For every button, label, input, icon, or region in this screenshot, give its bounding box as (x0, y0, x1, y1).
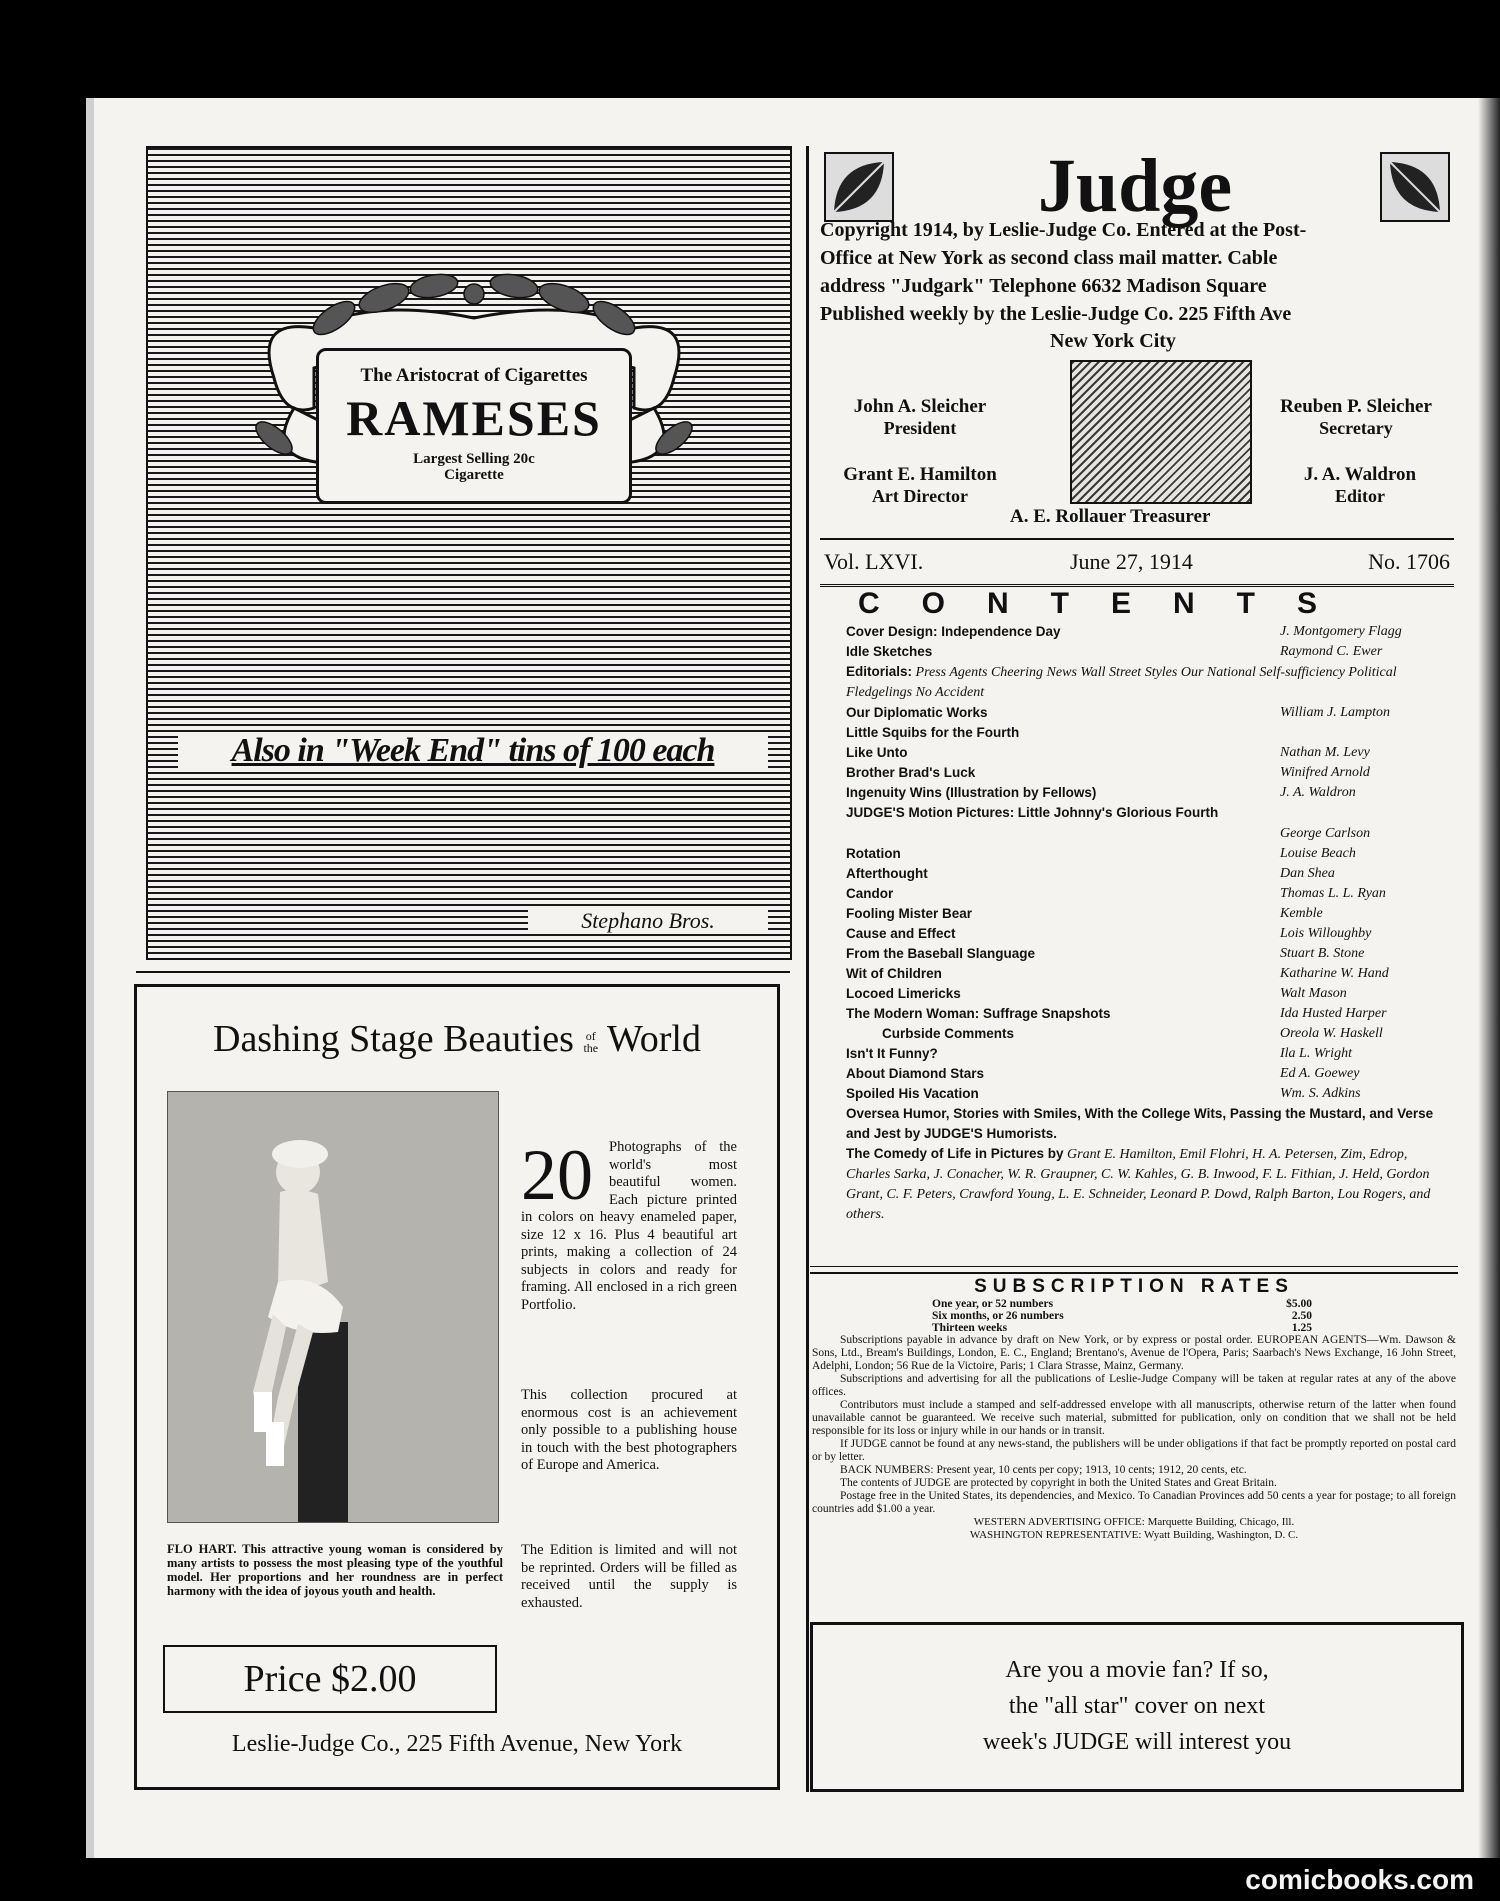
rameses-also-text: Also in "Week End" tins of 100 each (178, 732, 768, 770)
contents-title: Candor (846, 886, 894, 901)
list-item (846, 622, 1450, 642)
masthead-line-1: Copyright 1914, by Leslie-Judge Co. Entered at the Post- (820, 219, 1307, 241)
beauties-description-text: Photographs of the world's most beautiful women. Each picture printed in colors on heavy enameled paper, size 12 x 16. Plus 4 beautiful art prints, making a collection of 24 subjects in colors and ready for framing. All enclosed in a rich green Portfolio. (521, 1139, 737, 1313)
list-item (846, 924, 1450, 944)
issue-volume: Vol. LXVI. (824, 549, 924, 574)
list-item (846, 743, 1450, 763)
issue-date: June 27, 1914 (1070, 549, 1193, 574)
contents-author: Dan Shea (1280, 866, 1335, 881)
beauties-title-end: World (606, 1018, 701, 1060)
masthead-line-3: address "Judgark" Telephone 6632 Madison Square (820, 275, 1267, 297)
subscription-paragraph: Postage free in the United States, its dependencies, and Mexico. To Canadian Provinces add 50 cents a year for postage; to all foreign countries add $1.00 a year. (812, 1490, 1456, 1515)
contents-title: Spoiled His Vacation (846, 1086, 979, 1101)
rate-price: 2.50 (1291, 1310, 1312, 1322)
list-item (846, 884, 1450, 904)
rate-price: $5.00 (1286, 1298, 1312, 1310)
comedy-text: Grant E. Hamilton, Emil Flohri, H. A. Petersen, Zim, Edrop, Charles Sarka, J. Conacher, W. R. Graupner, C. W. Kahles, G. B. Inwood, F. L. Fithian, J. Held, Gordon Grant, C. F. Peters, Crawford Young, L. E. Schneider, Leonard P. Dowd, Ralph Barton, Lou Rogers, and others. (846, 1147, 1431, 1222)
list-item (846, 1004, 1450, 1024)
contents-title: Little Squibs for the Fourth (846, 725, 1020, 740)
subscription-heading: SUBSCRIPTION RATES (974, 1276, 1294, 1297)
officer-name: Grant E. Hamilton (843, 464, 997, 485)
contents-title: About Diamond Stars (846, 1066, 985, 1081)
contents-author: Katharine W. Hand (1280, 966, 1389, 981)
list-item (846, 1044, 1450, 1064)
contents-author: Lois Willoughby (1280, 926, 1372, 941)
column-divider (806, 146, 809, 1792)
beauties-edition-text: The Edition is limited and will not be reprinted. Orders will be filled as received until the supply is exhausted. (521, 1542, 737, 1611)
contents-author: Ila L. Wright (1280, 1046, 1352, 1061)
contents-author: Wm. S. Adkins (1280, 1086, 1361, 1101)
rate-row (932, 1322, 1312, 1334)
officer-art-director (820, 464, 1020, 506)
list-item (846, 763, 1450, 783)
leaf-ornament-right-icon (1380, 152, 1450, 222)
contents-title: Fooling Mister Bear (846, 906, 973, 921)
contents-motion-pictures (846, 803, 1450, 824)
masthead-copyright (820, 216, 1460, 328)
movie-line-3: week's JUDGE will interest you (982, 1729, 1292, 1755)
contents-author: Raymond C. Ewer (1280, 644, 1383, 659)
issue-bar (820, 538, 1454, 587)
officer-name: John A. Sleicher (853, 396, 987, 417)
contents-editorials (846, 662, 1450, 703)
contents-title: Isn't It Funny? (846, 1046, 938, 1061)
contents-author: Kemble (1280, 906, 1323, 921)
issue-number: No. 1706 (1368, 549, 1450, 574)
movie-line-2: the "all star" cover on next (1008, 1693, 1266, 1719)
editorials-text: Press Agents Cheering News Wall Street Styles Our National Self-sufficiency Political Fledgelings No Accident (846, 665, 1397, 700)
rate-term: Six months, or 26 numbers (932, 1310, 1064, 1322)
officer-name: Reuben P. Sleicher (1280, 396, 1432, 417)
contents-author: Ida Husted Harper (1280, 1006, 1387, 1021)
washington-representative: WASHINGTON REPRESENTATIVE: Wyatt Building, Washington, D. C. (969, 1529, 1299, 1541)
beauties-title-main: Dashing Stage Beauties (213, 1018, 574, 1060)
list-item (846, 844, 1450, 864)
site-watermark: comicbooks.com (1245, 1864, 1474, 1895)
subscription-paragraph: Subscriptions and advertising for all the publications of Leslie-Judge Company will be taken at regular rates at any of the above offices. (812, 1373, 1456, 1398)
leaf-ornament-left-icon (824, 152, 894, 222)
rameses-subline-2: Cigarette (444, 467, 504, 483)
beauties-description (521, 1135, 737, 1314)
contents-oversea: Oversea Humor, Stories with Smiles, With the College Wits, Passing the Mustard, and Verse and Jest by JUDGE'S Humorists. (846, 1106, 1434, 1141)
motion-label: JUDGE'S Motion Pictures: (846, 805, 1015, 820)
contents-title: From the Baseball Slanguage (846, 946, 1036, 961)
movie-fan-notice (810, 1622, 1464, 1792)
officer-president (820, 396, 1020, 438)
contents-author: Winifred Arnold (1280, 765, 1370, 780)
rate-term: Thirteen weeks (932, 1322, 1008, 1334)
subscription-rule (810, 1266, 1458, 1274)
list-item (846, 964, 1450, 984)
masthead-line-2: Office at New York as second class mail matter. Cable (820, 247, 1278, 269)
rate-term: One year, or 52 numbers (932, 1298, 1054, 1310)
contents-title: Brother Brad's Luck (846, 765, 976, 780)
subscription-paragraph: Subscriptions payable in advance by draft on New York, or by express or postal order. EUROPEAN AGENTS—Wm. Dawson & Sons, Ltd., Bream's Buildings, London, E. C., England; Brentano's, Avenue de l'Opera, Paris; Saarbach's News Exchange, 16 John Street, Adelphi, London; 56 Rue de la Victoire, Paris; 1 Clara Strasse, Mainz, Germany. (812, 1334, 1456, 1372)
masthead-line-3b: Published weekly by the Leslie-Judge Co. 225 Fifth Ave (820, 303, 1292, 325)
beauties-title-the: the (583, 1041, 599, 1056)
list-item (846, 723, 1450, 743)
contents-title: Locoed Limericks (846, 986, 961, 1001)
officer-treasurer: A. E. Rollauer Treasurer (1010, 506, 1211, 527)
list-item (846, 703, 1450, 723)
flo-hart-caption: FLO HART. This attractive young woman is considered by many artists to possess the most pleasing type of the youthful model. Her proportions and her roundness are in perfect harmony with the idea of joyous youth and health. (167, 1542, 503, 1598)
contents-title: Cause and Effect (846, 926, 956, 941)
subscription-paragraph: Contributors must include a stamped and self-addressed envelope with all manuscripts, otherwise return of the latter when found unavailable cannot be guaranteed. We receive such material, submitted for publication, only on condition that we shall not be held responsible for its loss or injury while in our hands or in transit. (812, 1399, 1456, 1437)
rameses-label (316, 348, 632, 504)
beauties-title (137, 1017, 777, 1061)
officer-role: President (883, 418, 957, 438)
photo-count-number: 20 (521, 1135, 593, 1215)
table-of-contents (846, 586, 1450, 1225)
beauties-address: Leslie-Judge Co., 225 Fifth Avenue, New York (231, 1731, 683, 1757)
contents-title: Cover Design: Independence Day (846, 624, 1061, 639)
rates-table (932, 1298, 1312, 1334)
officer-editor (1260, 464, 1460, 506)
rameses-subline-1: Largest Selling 20c (413, 451, 535, 467)
subscription-paragraph: If JUDGE cannot be found at any news-stand, the publishers will be under obligations if that fact be promptly reported on postal card or by letter. (812, 1438, 1456, 1463)
officer-role: Secretary (1319, 418, 1393, 438)
list-item (846, 864, 1450, 884)
judge-title: Judge (1037, 144, 1233, 228)
contents-author: Stuart B. Stone (1280, 946, 1365, 961)
contents-title: Rotation (846, 846, 901, 861)
rameses-ad (146, 146, 792, 960)
list-item (846, 904, 1450, 924)
list-item (846, 824, 1450, 844)
ad-divider (136, 971, 790, 973)
contents-heading: CONTENTS (858, 587, 1359, 620)
list-item (846, 1024, 1450, 1044)
contents-title: Like Unto (846, 745, 908, 760)
officer-role: Editor (1334, 486, 1385, 506)
contents-author: Louise Beach (1280, 846, 1356, 861)
movie-line-1: Are you a movie fan? If so, (1005, 1657, 1269, 1683)
contents-author: Ed A. Goewey (1280, 1066, 1360, 1081)
contents-author: Nathan M. Levy (1280, 745, 1370, 760)
contents-title: Ingenuity Wins (Illustration by Fellows) (846, 785, 1097, 800)
editor-illustration (1070, 360, 1252, 504)
rate-row (932, 1310, 1312, 1322)
contents-title: Idle Sketches (846, 644, 933, 659)
motion-text: Little Johnny's Glorious Fourth (1017, 805, 1219, 820)
contents-comedy (846, 1144, 1450, 1225)
list-item (846, 783, 1450, 803)
woman-figure-illustration (168, 1092, 498, 1522)
contents-title: Afterthought (846, 866, 928, 881)
officer-name: J. A. Waldron (1303, 464, 1417, 485)
western-office: WESTERN ADVERTISING OFFICE: Marquette Building, Chicago, Ill. (973, 1516, 1295, 1528)
list-item (846, 944, 1450, 964)
list-item (846, 984, 1450, 1004)
rameses-tagline: The Aristocrat of Cigarettes (360, 365, 588, 386)
beauties-collection-text: This collection procured at enormous cost is an achievement only possible to a publishing house in touch with the best photographers of Europe and America. (521, 1387, 737, 1473)
rameses-brand: RAMESES (346, 390, 602, 446)
beauties-title-of: of (585, 1029, 596, 1044)
comedy-label: The Comedy of Life in Pictures by (846, 1146, 1064, 1161)
page-spine (1478, 98, 1500, 1858)
contents-author: William J. Lampton (1280, 705, 1391, 720)
contents-author: J. Montgomery Flagg (1280, 624, 1402, 639)
contents-author: J. A. Waldron (1280, 785, 1356, 800)
contents-title: Wit of Children (846, 966, 942, 981)
contents-title: Curbside Comments (882, 1026, 1015, 1041)
contents-author: Thomas L. L. Ryan (1280, 886, 1386, 901)
subscription-paragraph: The contents of JUDGE are protected by copyright in both the United States and Great Britain. (840, 1477, 1277, 1489)
list-item (846, 1064, 1450, 1084)
judge-masthead (820, 146, 1460, 536)
contents-author: George Carlson (1280, 826, 1371, 841)
rate-price: 1.25 (1291, 1322, 1312, 1334)
masthead-city: New York City (1050, 330, 1176, 352)
beauties-title-ofthe (583, 1030, 598, 1054)
price-box: Price $2.00 (163, 1645, 497, 1713)
contents-author: Walt Mason (1280, 986, 1347, 1001)
list-item (846, 642, 1450, 662)
contents-title: Our Diplomatic Works (846, 705, 988, 720)
flo-hart-photo (167, 1091, 499, 1523)
rate-row (932, 1298, 1312, 1310)
contents-author: Oreola W. Haskell (1280, 1026, 1383, 1041)
contents-title: The Modern Woman: Suffrage Snapshots (846, 1006, 1111, 1021)
officer-role: Art Director (871, 486, 969, 506)
editorials-label: Editorials: (846, 664, 913, 679)
rameses-subline (319, 451, 629, 483)
subscription-rates (812, 1276, 1456, 1542)
officer-secretary (1250, 396, 1462, 438)
rameses-signature: Stephano Bros. (528, 908, 768, 934)
stage-beauties-ad (134, 984, 780, 1790)
list-item (846, 1084, 1450, 1104)
subscription-paragraph: BACK NUMBERS: Present year, 10 cents per copy; 1913, 10 cents; 1912, 20 cents, etc. (840, 1464, 1247, 1476)
